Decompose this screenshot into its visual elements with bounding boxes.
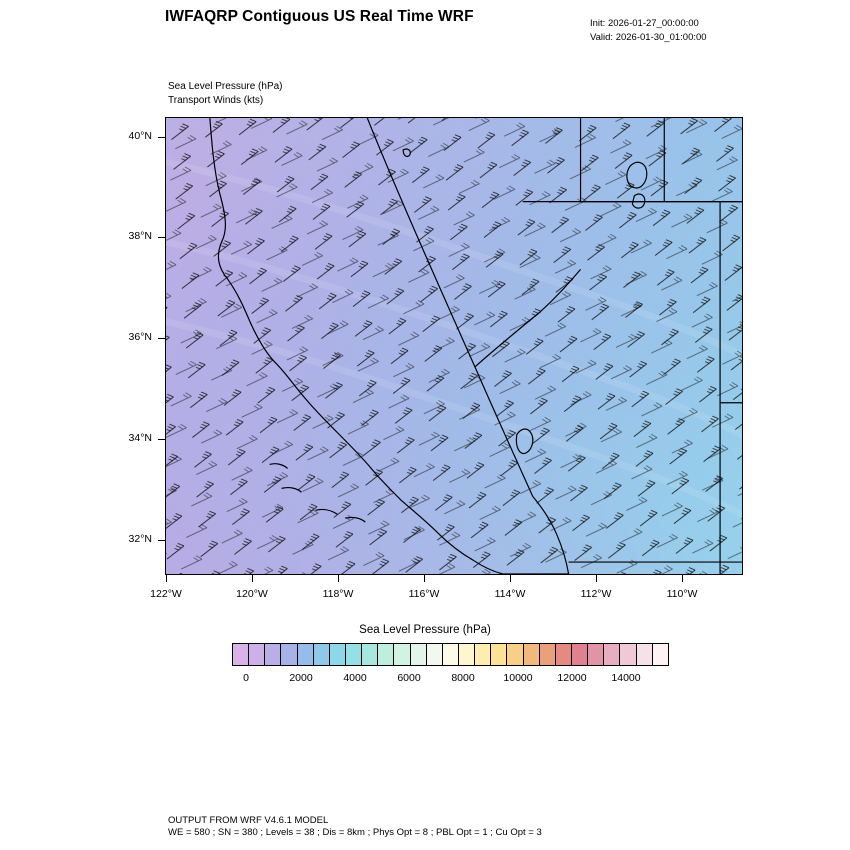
colorbar-swatch-0 xyxy=(233,644,249,665)
x-tick-label-112w: 112°W xyxy=(580,588,612,600)
colorbar-swatch-7 xyxy=(346,644,362,665)
colorbar-swatch-19 xyxy=(540,644,556,665)
x-tick-mark-114w xyxy=(510,575,511,582)
x-tick-label-116w: 116°W xyxy=(408,588,440,600)
x-tick-mark-112w xyxy=(596,575,597,582)
colorbar-tick-12000: 12000 xyxy=(557,672,587,684)
colorbar-tick-0: 0 xyxy=(243,672,249,684)
colorbar-swatch-10 xyxy=(394,644,410,665)
colorbar-swatch-9 xyxy=(378,644,394,665)
y-tick-mark-36n xyxy=(158,338,165,339)
colorbar-ticks xyxy=(232,672,669,688)
colorbar-swatch-12 xyxy=(427,644,443,665)
wind-barbs-layer-2 xyxy=(166,118,742,574)
colorbar-tick-10000: 10000 xyxy=(503,672,533,684)
x-tick-label-110w: 110°W xyxy=(666,588,698,600)
x-tick-mark-116w xyxy=(424,575,425,582)
init-time-label: Init: 2026-01-27_00:00:00 xyxy=(590,18,699,29)
y-tick-mark-34n xyxy=(158,439,165,440)
x-tick-mark-110w xyxy=(682,575,683,582)
colorbar-swatch-22 xyxy=(588,644,604,665)
x-tick-mark-120w xyxy=(252,575,253,582)
x-tick-label-114w: 114°W xyxy=(494,588,526,600)
y-tick-mark-32n xyxy=(158,540,165,541)
colorbar-swatch-1 xyxy=(249,644,265,665)
colorbar-swatch-25 xyxy=(637,644,653,665)
colorbar-swatch-2 xyxy=(265,644,281,665)
y-tick-label-38n: 38°N xyxy=(128,230,152,242)
x-tick-label-120w: 120°W xyxy=(236,588,268,600)
footer-config-line: WE = 580 ; SN = 380 ; Levels = 38 ; Dis = 8km ; Phys Opt = 8 ; PBL Opt = 1 ; Cu Opt = 3 xyxy=(168,827,542,838)
colorbar-tick-4000: 4000 xyxy=(343,672,367,684)
colorbar-title: Sea Level Pressure (hPa) xyxy=(359,624,491,636)
colorbar-swatch-3 xyxy=(281,644,297,665)
y-tick-mark-40n xyxy=(158,137,165,138)
colorbar-swatch-15 xyxy=(475,644,491,665)
colorbar-tick-8000: 8000 xyxy=(451,672,475,684)
map-plot-area xyxy=(165,117,743,575)
y-tick-mark-38n xyxy=(158,237,165,238)
colorbar-swatch-17 xyxy=(507,644,523,665)
colorbar-tick-2000: 2000 xyxy=(289,672,313,684)
colorbar-tick-6000: 6000 xyxy=(397,672,421,684)
y-tick-label-40n: 40°N xyxy=(128,130,152,142)
x-tick-mark-118w xyxy=(338,575,339,582)
colorbar-swatch-20 xyxy=(556,644,572,665)
colorbar-swatch-26 xyxy=(653,644,668,665)
colorbar-swatch-11 xyxy=(411,644,427,665)
colorbar-swatch-13 xyxy=(443,644,459,665)
colorbar xyxy=(232,643,669,666)
colorbar-tick-14000: 14000 xyxy=(611,672,641,684)
colorbar-swatch-23 xyxy=(604,644,620,665)
colorbar-swatch-14 xyxy=(459,644,475,665)
colorbar-swatch-18 xyxy=(524,644,540,665)
valid-time-label: Valid: 2026-01-30_01:00:00 xyxy=(590,32,707,43)
colorbar-swatch-4 xyxy=(298,644,314,665)
x-tick-label-122w: 122°W xyxy=(150,588,182,600)
y-tick-label-36n: 36°N xyxy=(128,331,152,343)
x-tick-label-118w: 118°W xyxy=(322,588,354,600)
field-label-winds: Transport Winds (kts) xyxy=(168,95,264,106)
y-tick-label-34n: 34°N xyxy=(128,432,152,444)
colorbar-swatch-8 xyxy=(362,644,378,665)
colorbar-swatch-24 xyxy=(620,644,636,665)
colorbar-swatch-21 xyxy=(572,644,588,665)
colorbar-swatch-5 xyxy=(314,644,330,665)
footer-model-line: OUTPUT FROM WRF V4.6.1 MODEL xyxy=(168,815,329,826)
y-tick-label-32n: 32°N xyxy=(128,533,152,545)
field-label-pressure: Sea Level Pressure (hPa) xyxy=(168,81,283,92)
colorbar-swatch-6 xyxy=(330,644,346,665)
map-svg xyxy=(166,118,742,574)
page-title: IWFAQRP Contiguous US Real Time WRF xyxy=(165,8,474,25)
x-tick-mark-122w xyxy=(166,575,167,582)
colorbar-swatch-16 xyxy=(491,644,507,665)
